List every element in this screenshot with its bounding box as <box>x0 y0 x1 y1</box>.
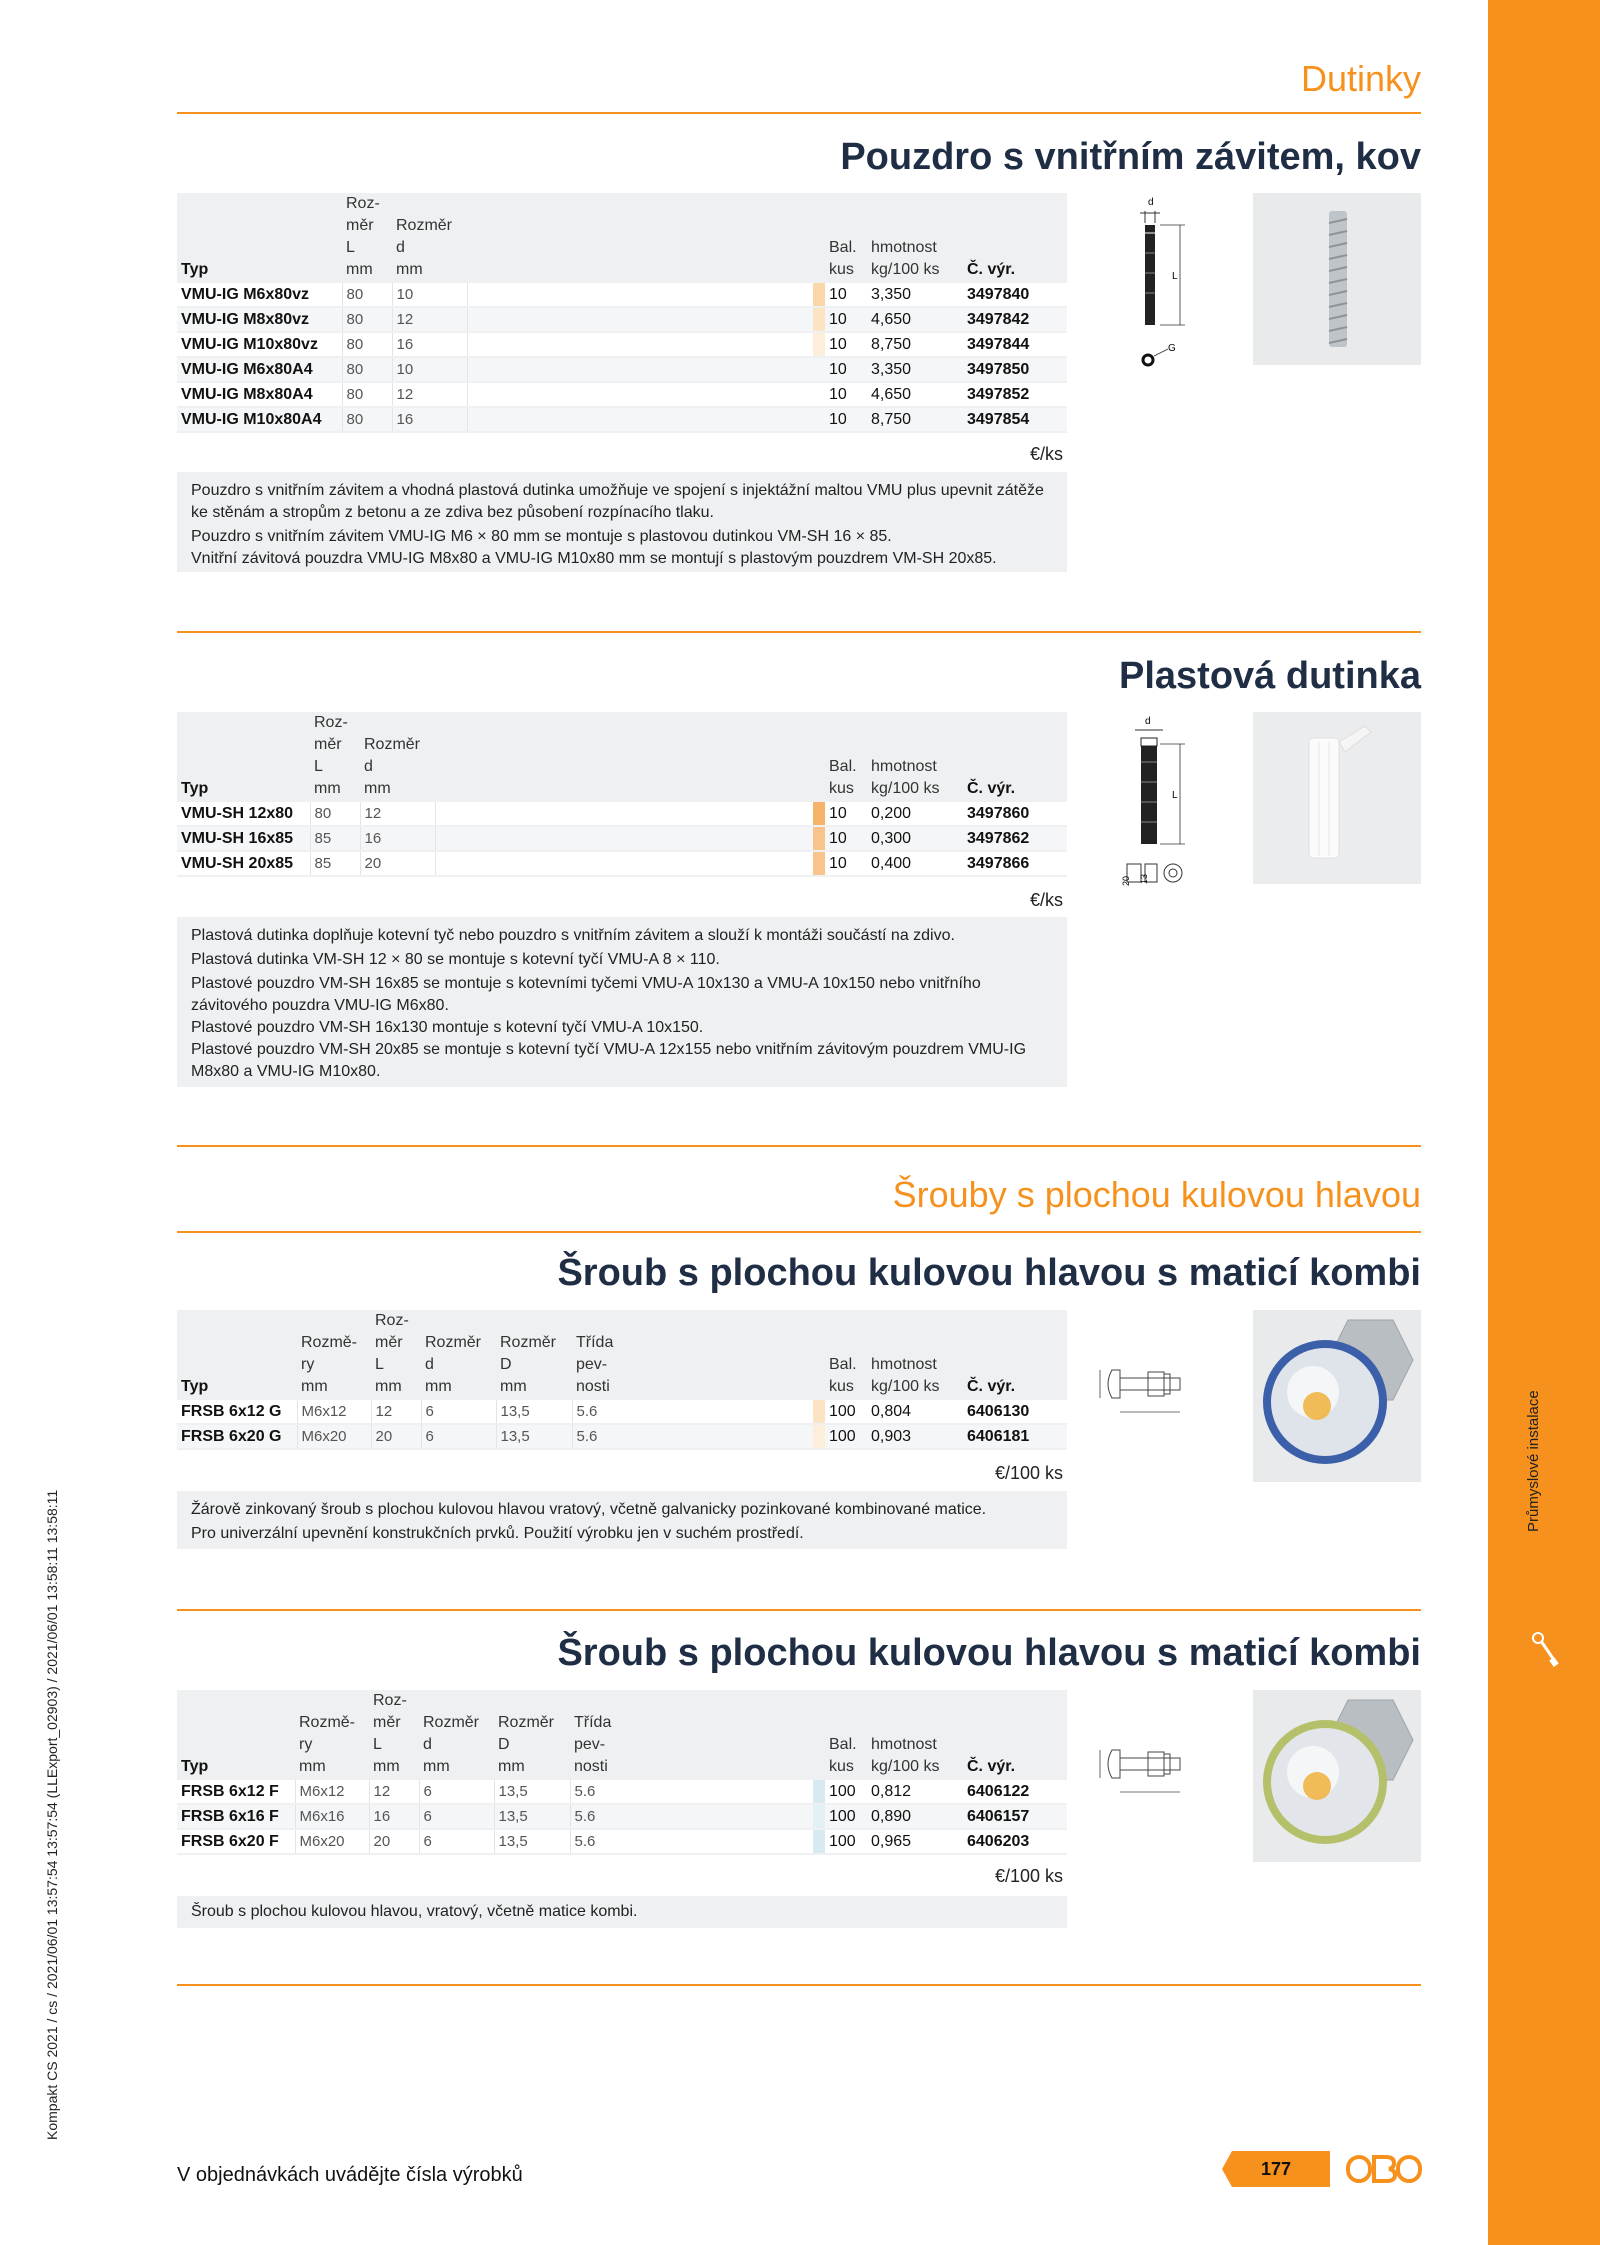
cell-cislo: 6406203 <box>963 1829 1067 1854</box>
cell-d: 16 <box>392 332 467 357</box>
cell-trida: 5.6 <box>570 1780 813 1804</box>
divider <box>177 112 1421 114</box>
svg-text:G: G <box>1168 343 1176 354</box>
row-marker <box>813 1829 825 1854</box>
cell-typ: VMU-IG M6x80vz <box>177 283 342 307</box>
divider <box>177 1984 1421 1986</box>
description-text: Plastová dutinka VM-SH 12 × 80 se montuje s kotevní tyčí VMU-A 8 × 110. <box>191 951 720 968</box>
cell-cislo: 3497860 <box>963 802 1067 826</box>
cell-trida: 5.6 <box>570 1804 813 1829</box>
cell-hmotnost: 0,200 <box>867 802 963 826</box>
cell-l: 85 <box>310 851 360 876</box>
table-row <box>177 407 1067 432</box>
cell-rozmery: M6x12 <box>295 1780 369 1804</box>
description-box <box>177 1896 1067 1928</box>
cell-rozmery: M6x16 <box>295 1804 369 1829</box>
cell-cislo: 3497840 <box>963 283 1067 307</box>
product-title: Pouzdro s vnitřním závitem, kov <box>840 136 1421 178</box>
cell-cislo: 3497866 <box>963 851 1067 876</box>
cell-l: 20 <box>371 1424 421 1449</box>
col-trida: Třída pev- nosti <box>574 1714 612 1775</box>
description-text: Šroub s plochou kulovou hlavou, vratový, včetně matice kombi. <box>191 1903 638 1920</box>
cell-cislo: 3497852 <box>963 382 1067 407</box>
cell-typ: FRSB 6x16 F <box>177 1804 295 1829</box>
col-cislo-vyrobku: Č. výr. <box>967 261 1016 278</box>
table-row <box>177 382 1067 407</box>
cell-bal: 10 <box>825 382 867 407</box>
cell-hmotnost: 4,650 <box>867 382 963 407</box>
description-box <box>177 917 1067 1087</box>
cell-bal: 10 <box>825 826 867 851</box>
svg-text:d: d <box>1145 716 1151 727</box>
table-row <box>177 1780 1067 1804</box>
col-cislo-vyrobku: Č. výr. <box>967 1378 1016 1395</box>
footer-note: V objednávkách uvádějte čísla výrobků <box>177 2164 523 2186</box>
cell-d: 6 <box>419 1829 494 1854</box>
divider <box>177 1609 1421 1611</box>
product-photo-sleeve <box>1253 193 1421 365</box>
price-unit: €/100 ks <box>994 1866 1063 1886</box>
cell-d: 6 <box>421 1424 496 1449</box>
price-unit: €/ks <box>1029 890 1063 910</box>
price-unit: €/100 ks <box>994 1463 1063 1483</box>
technical-drawing-sleeve <box>1110 193 1210 373</box>
cell-cislo: 6406181 <box>963 1424 1067 1449</box>
col-rozmer-l: Roz- měr L mm <box>346 195 380 278</box>
divider <box>177 1145 1421 1147</box>
col-bal: Bal. kus <box>829 758 857 797</box>
row-marker <box>813 283 825 307</box>
description-text: Plastové pouzdro VM-SH 20x85 se montuje s kotevní tyčí VMU-A 12x155 nebo vnitřním závitovým pouzdrem VMU-IG M8x80 a VMU-IG M10x80. <box>191 1041 1027 1080</box>
cell-typ: VMU-IG M10x80vz <box>177 332 342 357</box>
row-marker <box>813 1424 825 1449</box>
cell-trida: 5.6 <box>570 1829 813 1854</box>
page-number: 177 <box>1222 2151 1330 2187</box>
cell-d: 10 <box>392 283 467 307</box>
cell-trida: 5.6 <box>572 1424 813 1449</box>
row-marker <box>813 407 825 432</box>
cell-bal: 10 <box>825 851 867 876</box>
product-title: Šroub s plochou kulovou hlavou s maticí kombi <box>557 1252 1421 1294</box>
cell-typ: VMU-IG M10x80A4 <box>177 407 342 432</box>
row-marker <box>813 1400 825 1424</box>
col-typ: Typ <box>181 1758 209 1775</box>
col-rozmer-dd: Rozměr D mm <box>500 1334 557 1395</box>
row-marker <box>813 382 825 407</box>
cell-cislo: 3497842 <box>963 307 1067 332</box>
cell-l: 80 <box>342 407 392 432</box>
col-rozmer-dd: Rozměr D mm <box>498 1714 555 1775</box>
col-rozmery: Rozmě- ry mm <box>301 1334 358 1395</box>
product-title: Plastová dutinka <box>1119 655 1421 697</box>
row-marker <box>813 826 825 851</box>
col-typ: Typ <box>181 780 209 797</box>
row-marker <box>813 307 825 332</box>
cell-bal: 100 <box>825 1424 867 1449</box>
cell-cislo: 3497844 <box>963 332 1067 357</box>
cell-hmotnost: 0,965 <box>867 1829 963 1854</box>
cell-dd: 13,5 <box>496 1424 572 1449</box>
cell-typ: VMU-SH 12x80 <box>177 802 310 826</box>
description-text: Vnitřní závitová pouzdra VMU-IG M8x80 a VMU-IG M10x80 mm se montují s plastovým pouzdrem VM-SH 20x85. <box>191 550 997 567</box>
cell-bal: 10 <box>825 332 867 357</box>
cell-typ: VMU-SH 16x85 <box>177 826 310 851</box>
cell-rozmery: M6x12 <box>297 1400 371 1424</box>
cell-hmotnost: 0,804 <box>867 1400 963 1424</box>
cell-l: 80 <box>342 332 392 357</box>
row-marker <box>813 851 825 876</box>
cell-trida: 5.6 <box>572 1400 813 1424</box>
cell-typ: VMU-SH 20x85 <box>177 851 310 876</box>
cell-l: 12 <box>369 1780 419 1804</box>
cell-dd: 13,5 <box>494 1780 570 1804</box>
cell-d: 12 <box>392 382 467 407</box>
product-table-2 <box>177 712 1067 877</box>
cell-bal: 10 <box>825 802 867 826</box>
cell-cislo: 6406122 <box>963 1780 1067 1804</box>
cell-hmotnost: 3,350 <box>867 283 963 307</box>
cell-typ: FRSB 6x12 G <box>177 1400 297 1424</box>
description-text: Plastová dutinka doplňuje kotevní tyč nebo pouzdro s vnitřním závitem a slouží k montáži součástí na zdivo. <box>191 927 955 944</box>
cell-bal: 10 <box>825 307 867 332</box>
cell-d: 16 <box>392 407 467 432</box>
cell-typ: FRSB 6x20 G <box>177 1424 297 1449</box>
cell-d: 6 <box>419 1780 494 1804</box>
cell-d: 6 <box>419 1804 494 1829</box>
cell-hmotnost: 0,300 <box>867 826 963 851</box>
cell-typ: FRSB 6x12 F <box>177 1780 295 1804</box>
table-row <box>177 826 1067 851</box>
cell-l: 80 <box>342 382 392 407</box>
cell-cislo: 3497862 <box>963 826 1067 851</box>
description-text: Plastové pouzdro VM-SH 16x130 montuje s kotevní tyčí VMU-A 10x150. <box>191 1019 704 1036</box>
col-rozmery: Rozmě- ry mm <box>299 1714 356 1775</box>
col-trida: Třída pev- nosti <box>576 1334 614 1395</box>
cell-d: 6 <box>421 1400 496 1424</box>
cell-bal: 10 <box>825 357 867 382</box>
description-box <box>177 1491 1067 1549</box>
svg-text:20: 20 <box>1121 875 1131 886</box>
cell-bal: 100 <box>825 1780 867 1804</box>
technical-drawing-plastic-sleeve <box>1105 712 1215 892</box>
cell-bal: 100 <box>825 1400 867 1424</box>
col-rozmer-d: Rozměr d mm <box>425 1334 482 1395</box>
table-row <box>177 357 1067 382</box>
divider <box>177 1231 1421 1233</box>
table-row <box>177 307 1067 332</box>
row-marker <box>813 357 825 382</box>
cell-d: 20 <box>360 851 435 876</box>
cell-dd: 13,5 <box>494 1829 570 1854</box>
cell-cislo: 6406130 <box>963 1400 1067 1424</box>
cell-bal: 10 <box>825 283 867 307</box>
cell-cislo: 3497854 <box>963 407 1067 432</box>
product-photo-plastic-sleeve <box>1253 712 1421 884</box>
cell-typ: VMU-IG M6x80A4 <box>177 357 342 382</box>
col-rozmer-d: Rozměr d mm <box>423 1714 480 1775</box>
description-text: Pouzdro s vnitřním závitem VMU-IG M6 × 80 mm se montuje s plastovou dutinkou VM-SH 16 × 85. <box>191 528 892 545</box>
cell-l: 80 <box>342 307 392 332</box>
cell-d: 12 <box>392 307 467 332</box>
col-cislo-vyrobku: Č. výr. <box>967 780 1016 797</box>
col-typ: Typ <box>181 261 209 278</box>
svg-text:OBO: OBO <box>1346 2153 1349 2154</box>
col-hmotnost: hmotnost kg/100 ks <box>871 239 940 278</box>
cell-l: 80 <box>310 802 360 826</box>
print-meta: Kompakt CS 2021 / cs / 2021/06/01 13:57:54 13:57:54 (LLExport_02903) / 2021/06/01 13:58:11 13:58:11 <box>44 1489 60 2140</box>
col-rozmer-d: Rozměr d mm <box>396 217 453 278</box>
technical-drawing-bolt <box>1090 1732 1220 1812</box>
table-row <box>177 1829 1067 1854</box>
cell-bal: 100 <box>825 1829 867 1854</box>
col-cislo-vyrobku: Č. výr. <box>967 1758 1016 1775</box>
product-table-1 <box>177 193 1067 433</box>
cell-cislo: 3497850 <box>963 357 1067 382</box>
cell-dd: 13,5 <box>494 1804 570 1829</box>
cell-hmotnost: 0,400 <box>867 851 963 876</box>
description-text: Pouzdro s vnitřním závitem a vhodná plastová dutinka umožňuje ve spojení s injektážní maltou VMU plus upevnit zátěže ke stěnám a stropům z betonu a ze zdiva bez působení rozpínacího tlaku. <box>191 482 1044 521</box>
wrench-icon <box>1530 1630 1560 1670</box>
svg-text:L: L <box>1172 271 1178 282</box>
col-hmotnost: hmotnost kg/100 ks <box>871 1736 940 1775</box>
row-marker <box>813 1804 825 1829</box>
cell-rozmery: M6x20 <box>295 1829 369 1854</box>
description-text: Pro univerzální upevnění konstrukčních prvků. Použití výrobku jen v suchém prostředí. <box>191 1525 804 1542</box>
cell-hmotnost: 3,350 <box>867 357 963 382</box>
svg-text:d: d <box>1148 197 1154 208</box>
col-hmotnost: hmotnost kg/100 ks <box>871 758 940 797</box>
product-photo-bolt <box>1253 1690 1421 1862</box>
cell-typ: VMU-IG M8x80vz <box>177 307 342 332</box>
cell-d: 16 <box>360 826 435 851</box>
table-row <box>177 1424 1067 1449</box>
row-marker <box>813 332 825 357</box>
table-row <box>177 1804 1067 1829</box>
product-table-3 <box>177 1310 1067 1450</box>
cell-hmotnost: 8,750 <box>867 407 963 432</box>
cell-hmotnost: 8,750 <box>867 332 963 357</box>
sidebar-label: Průmyslové instalace <box>1525 1390 1542 1532</box>
cell-typ: FRSB 6x20 F <box>177 1829 295 1854</box>
technical-drawing-bolt <box>1090 1352 1220 1432</box>
cell-rozmery: M6x20 <box>297 1424 371 1449</box>
table-row <box>177 1400 1067 1424</box>
description-text: Plastové pouzdro VM-SH 16x85 se montuje s kotevními tyčemi VMU-A 10x130 a VMU-A 10x150 nebo vnitřního závitového pouzdra VMU-IG M6x80. <box>191 975 981 1014</box>
table-row <box>177 332 1067 357</box>
cell-l: 16 <box>369 1804 419 1829</box>
cell-l: 85 <box>310 826 360 851</box>
cell-bal: 100 <box>825 1804 867 1829</box>
cell-l: 12 <box>371 1400 421 1424</box>
col-rozmer-l: Roz- měr L mm <box>314 714 348 797</box>
category-title-srouby: Šrouby s plochou kulovou hlavou <box>892 1174 1421 1215</box>
product-table-4 <box>177 1690 1067 1855</box>
cell-d: 12 <box>360 802 435 826</box>
cell-dd: 13,5 <box>496 1400 572 1424</box>
col-rozmer-l: Roz- měr L mm <box>373 1692 407 1775</box>
cell-cislo: 6406157 <box>963 1804 1067 1829</box>
divider <box>177 631 1421 633</box>
cell-hmotnost: 0,890 <box>867 1804 963 1829</box>
price-unit: €/ks <box>1029 444 1063 464</box>
col-hmotnost: hmotnost kg/100 ks <box>871 1356 940 1395</box>
cell-d: 10 <box>392 357 467 382</box>
col-rozmer-d: Rozměr d mm <box>364 736 421 797</box>
cell-typ: VMU-IG M8x80A4 <box>177 382 342 407</box>
obo-logo <box>1346 2153 1422 2185</box>
description-text: Žárově zinkovaný šroub s plochou kulovou hlavou vratový, včetně galvanicky pozinkované kombinované matice. <box>191 1501 987 1518</box>
table-row <box>177 802 1067 826</box>
col-bal: Bal. kus <box>829 1736 857 1775</box>
product-photo-bolt <box>1253 1310 1421 1482</box>
cell-bal: 10 <box>825 407 867 432</box>
col-rozmer-l: Roz- měr L mm <box>375 1312 409 1395</box>
product-title: Šroub s plochou kulovou hlavou s maticí kombi <box>557 1632 1421 1674</box>
col-typ: Typ <box>181 1378 209 1395</box>
svg-text:13: 13 <box>1139 873 1149 884</box>
table-row <box>177 851 1067 876</box>
description-box <box>177 472 1067 572</box>
cell-hmotnost: 0,903 <box>867 1424 963 1449</box>
cell-hmotnost: 0,812 <box>867 1780 963 1804</box>
cell-l: 20 <box>369 1829 419 1854</box>
col-bal: Bal. kus <box>829 1356 857 1395</box>
row-marker <box>813 802 825 826</box>
row-marker <box>813 1780 825 1804</box>
cell-l: 80 <box>342 283 392 307</box>
col-bal: Bal. kus <box>829 239 857 278</box>
table-row <box>177 283 1067 307</box>
svg-text:L: L <box>1172 790 1178 801</box>
orange-sidebar <box>1488 0 1600 2245</box>
cell-hmotnost: 4,650 <box>867 307 963 332</box>
cell-l: 80 <box>342 357 392 382</box>
category-title-dutinky: Dutinky <box>1300 58 1421 99</box>
